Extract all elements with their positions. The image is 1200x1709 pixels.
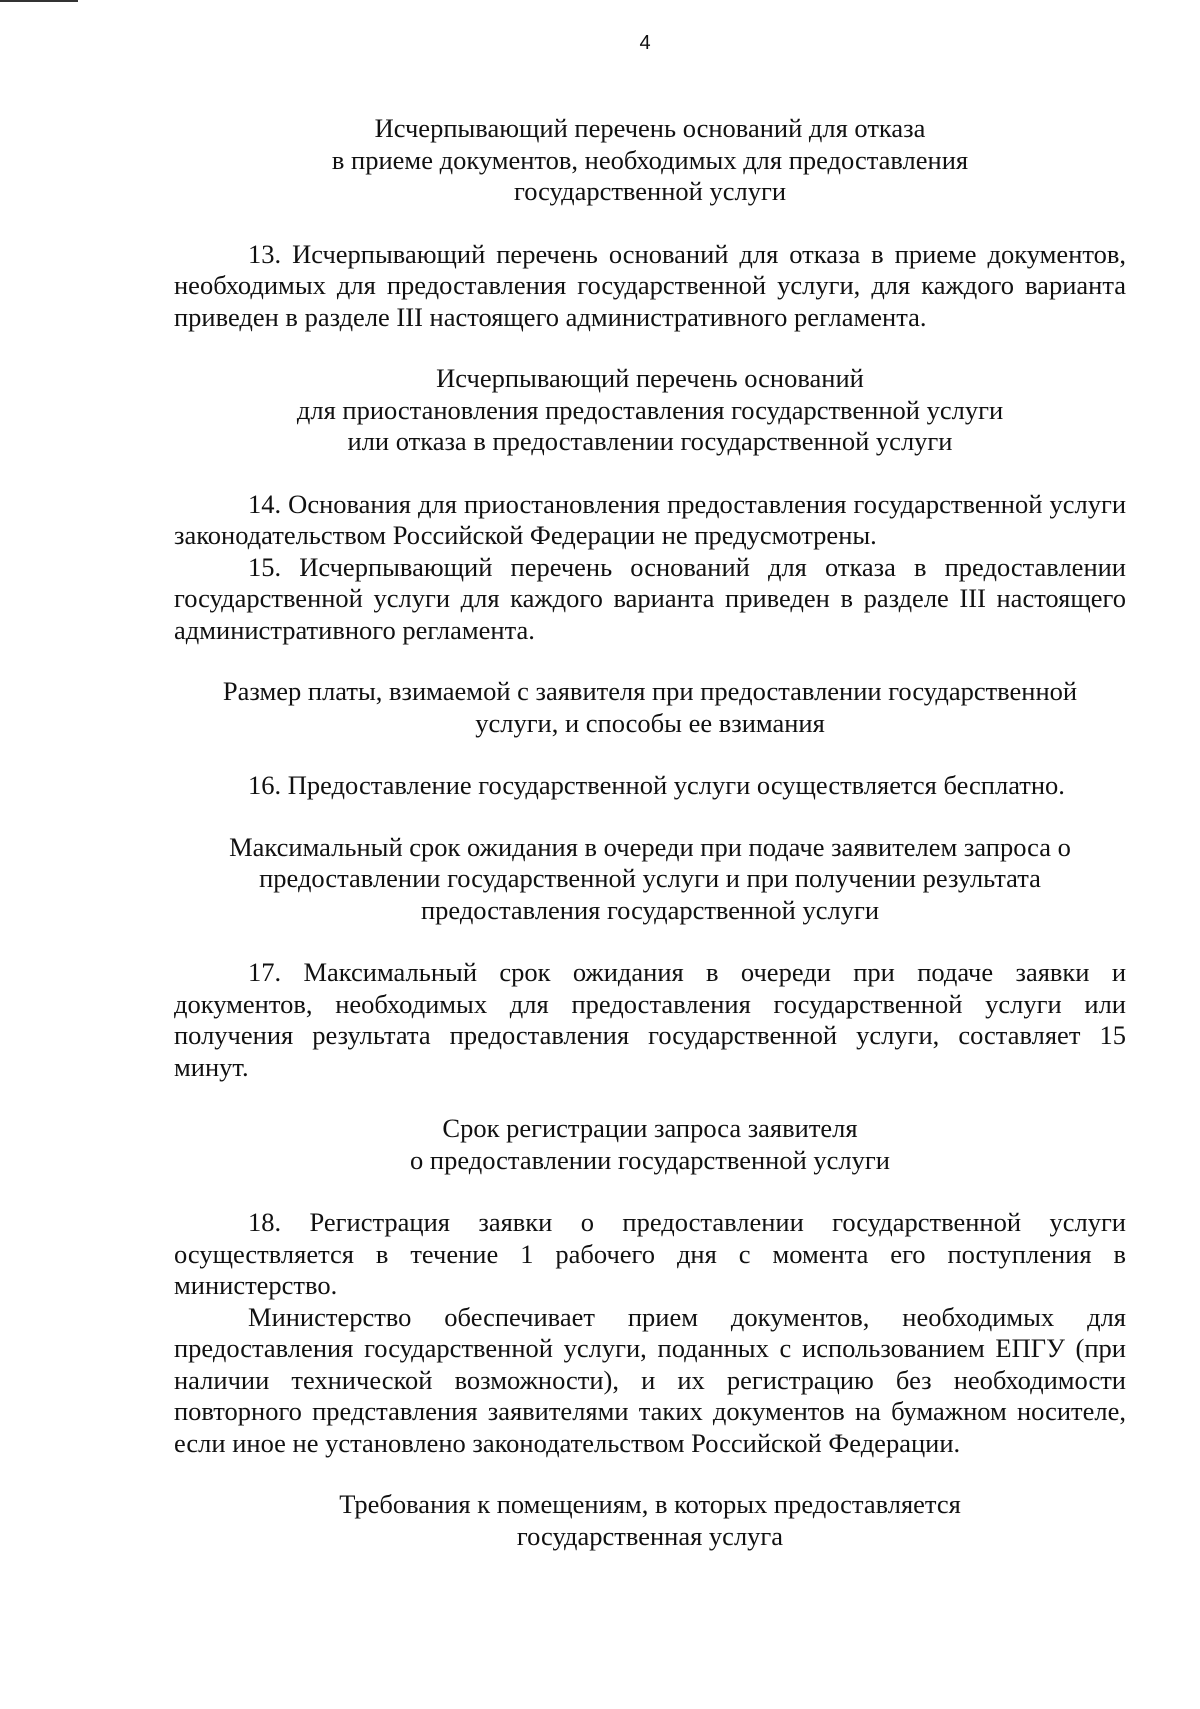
heading-line: Максимальный срок ожидания в очереди при подаче заявителем запроса о [229, 831, 1071, 862]
heading-line: предоставления государственной услуги [420, 894, 880, 925]
heading-line: Срок регистрации запроса заявителя [442, 1113, 858, 1143]
paragraph-13: 13. Исчерпывающий перечень оснований для отказа в приеме документов, необходимых для предоставления государственной услуги, для каждого варианта приведен в разделе III настоящего административного регламента. [174, 238, 1126, 332]
section-heading [174, 363, 1126, 458]
heading-line: услуги, и способы ее взимания [475, 707, 825, 738]
section-heading [174, 1489, 1126, 1552]
heading-line: Исчерпывающий перечень оснований [436, 363, 864, 393]
paragraph-14: 14. Основания для приостановления предоставления государственной услуги законодательством Российской Федерации не предусмотрены. [174, 488, 1126, 550]
heading-line: о предоставлении государственной услуги [410, 1144, 890, 1175]
heading-line: Исчерпывающий перечень оснований для отказа [374, 113, 926, 143]
paragraph-18-continued: Министерство обеспечивает прием документов, необходимых для предоставления государственной услуги, поданных с использованием ЕПГУ (при наличии технической возможности), и их регистрацию без необходимости повторного представления заявителями таких документов на бумажном носителе, если иное не установлено законодательством Российской Федерации. [174, 1301, 1126, 1458]
page-number: 4 [639, 32, 651, 54]
heading-line: предоставлении государственной услуги и при получении результата [259, 863, 1041, 893]
paragraph-18: 18. Регистрация заявки о предоставлении государственной услуги осуществляется в течение 1 рабочего дня с момента его поступления в министерство. [174, 1207, 1126, 1300]
heading-line: или отказа в предоставлении государственной услуги [347, 426, 953, 456]
section-heading [174, 1113, 1126, 1176]
paragraph-15: 15. Исчерпывающий перечень оснований для отказа в предоставлении государственной услуги для каждого варианта приведен в разделе III настоящего административного регламента. [174, 551, 1126, 645]
document-body [174, 113, 1126, 1552]
heading-line: в приеме документов, необходимых для предоставления [331, 144, 969, 175]
heading-line: для приостановления предоставления государственной услуги [296, 394, 1004, 425]
section-heading [174, 676, 1126, 739]
section-heading [174, 832, 1126, 927]
heading-line: Размер платы, взимаемой с заявителя при предоставлении государственной [222, 676, 1078, 706]
paragraph-16: 16. Предоставление государственной услуги осуществляется бесплатно. [248, 770, 1065, 800]
scan-edge-mark [0, 0, 78, 7]
heading-line: государственная услуга [516, 1520, 784, 1551]
section-heading [174, 113, 1126, 208]
heading-line: Требования к помещениям, в которых предоставляется [339, 1489, 961, 1519]
paragraph-17: 17. Максимальный срок ожидания в очереди при подаче заявки и документов, необходимых для предоставления государственной услуги или получения результата предоставления государственной услуги, составляет 15 минут. [174, 957, 1126, 1082]
heading-line: государственной услуги [513, 176, 787, 206]
